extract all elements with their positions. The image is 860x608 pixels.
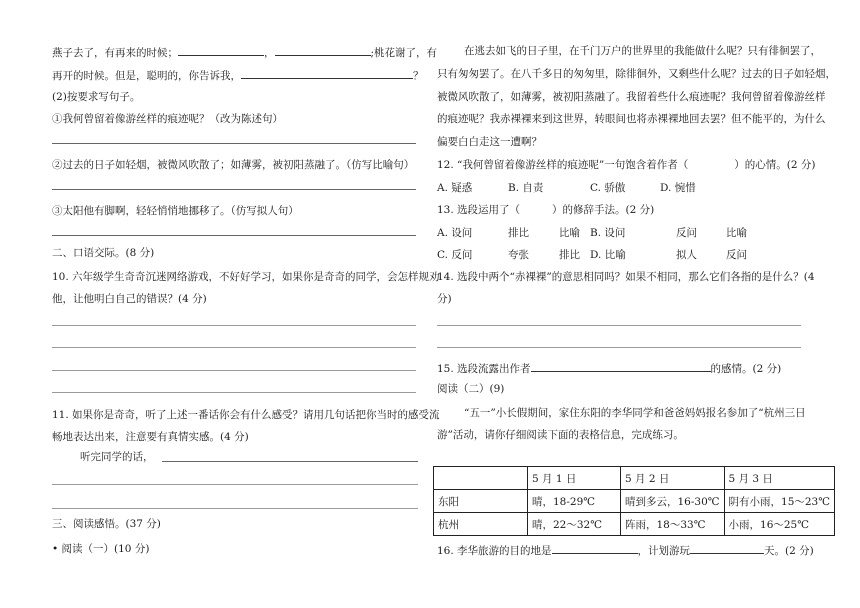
- q2-3-answer-line[interactable]: [52, 235, 416, 236]
- fill-text-c: ;桃花谢了，有: [370, 47, 438, 59]
- q13-option-b-item: 比喻: [726, 227, 747, 239]
- q13-option-c-item: 排比: [559, 249, 580, 261]
- q13-option-d[interactable]: D. 比喻: [590, 249, 626, 261]
- table-cell: 5 月 3 日: [724, 467, 834, 490]
- q16-text-a: 16. 李华旅游的目的地是: [437, 545, 552, 557]
- q16-blank-days[interactable]: [690, 542, 764, 554]
- q2-intro: (2)按要求写句子。: [52, 91, 141, 103]
- fill-text-e: ？: [413, 70, 424, 82]
- intro-line1: “五一”小长假期间，家住东阳的李华同学和爸爸妈妈报名参加了“杭州三日: [464, 407, 806, 419]
- fill-text-b: ，: [264, 47, 275, 59]
- q2-1-answer-line[interactable]: [52, 143, 416, 144]
- q16-text-b: ，计划游玩: [637, 545, 691, 557]
- q11-answer-line[interactable]: [52, 508, 418, 509]
- q11-answer-start: 听完同学的话，: [80, 451, 154, 463]
- q14-answer-line[interactable]: [437, 347, 801, 348]
- passage-line: 偏要白白走这一遭啊？: [437, 136, 542, 148]
- table-cell: 晴到多云，16-30℃: [621, 490, 725, 513]
- passage-line: 只有匆匆罢了。在八千多日的匆匆里，除徘徊外，又剩些什么呢？过去的日子如轻烟，: [437, 68, 836, 80]
- intro-line2: 游”活动，请你仔细阅读下面的表格信息，完成练习。: [437, 429, 684, 441]
- table-cell: 晴，18-29℃: [528, 490, 621, 513]
- table-cell: 阵雨，18～33℃: [621, 513, 725, 536]
- q11-answer-line[interactable]: [52, 484, 418, 485]
- reading-1-heading: • 阅读（一）(10 分): [52, 543, 150, 555]
- fill-text-d: 再开的时候。但是，聪明的，你告诉我，: [52, 70, 241, 82]
- q11-answer-line[interactable]: [162, 461, 418, 462]
- q13-option-c[interactable]: C. 反问: [437, 249, 473, 261]
- q13-option-a-item: 比喻: [559, 227, 580, 239]
- q11-text-line1: 11. 如果你是奇奇，听了上述一番话你会有什么感受？请用几句话把你当时的感受流: [52, 409, 440, 421]
- q12-text-b: ）的心情。(2 分): [734, 159, 816, 171]
- q13-text-b: ）的修辞手法。(2 分): [552, 204, 655, 216]
- q10-answer-line[interactable]: [52, 347, 416, 348]
- passage-line: 在逃去如飞的日子里，在千门万户的世界里的我能做什么呢？只有徘徊罢了，: [464, 45, 821, 57]
- table-cell: [434, 467, 528, 490]
- q12-option[interactable]: B. 自责: [508, 182, 544, 194]
- q15-text-b: 的感情。(2 分): [710, 363, 782, 375]
- fill-blank-sentence: [52, 44, 437, 60]
- q10-answer-line[interactable]: [52, 325, 416, 326]
- q11-text-line2: 畅地表达出来，注意要有真情实感。(4 分): [52, 431, 249, 443]
- q12-text-a: 12. “我何曾留着像游丝样的痕迹呢”一句饱含着作者（: [437, 159, 689, 171]
- q2-2-prompt: ②过去的日子如轻烟，被微风吹散了；如薄雾，被初阳蒸融了。（仿写比喻句）: [52, 159, 415, 171]
- q10-answer-line[interactable]: [52, 370, 416, 371]
- section-3-heading: 三、阅读感悟。(37 分): [52, 518, 161, 530]
- q10-answer-line[interactable]: [52, 392, 416, 393]
- q2-1-prompt: ①我何曾留着像游丝样的痕迹呢？（改为陈述句）: [52, 113, 283, 125]
- weather-table: [433, 466, 835, 536]
- q15-text: [437, 360, 781, 376]
- q15-text-a: 15. 选段流露出作者: [437, 363, 531, 375]
- q13-option-d-item: 拟人: [676, 249, 697, 261]
- q14-answer-line[interactable]: [437, 325, 801, 326]
- q14-text-line1: 14. 选段中两个“赤裸裸”的意思相同吗？如果不相同，那么它们各指的是什么？(4: [437, 271, 815, 283]
- table-cell: 小雨，16～25℃: [724, 513, 834, 536]
- q10-text-line1: 10. 六年级学生奇奇沉迷网络游戏，不好好学习，如果你是奇奇的同学，会怎样规劝: [52, 271, 440, 283]
- q14-text-line2: 分): [437, 293, 452, 305]
- fill-text-a: 燕子去了，有再来的时候；: [52, 47, 178, 59]
- q16-text-c: 天。(2 分): [764, 545, 814, 557]
- q13-text-a: 13. 选段运用了（: [437, 204, 521, 216]
- blank-1[interactable]: [178, 44, 264, 56]
- q13-option-b-item: 反问: [676, 227, 697, 239]
- q2-2-answer-line[interactable]: [52, 189, 416, 190]
- q12-option[interactable]: A. 疑惑: [437, 182, 473, 194]
- table-cell: 5 月 2 日: [621, 467, 725, 490]
- table-cell: 杭州: [434, 513, 528, 536]
- table-cell: 东阳: [434, 490, 528, 513]
- q13-option-c-item: 夸张: [508, 249, 529, 261]
- table-cell: 阴有小雨，15～23℃: [724, 490, 834, 513]
- q16-text: [437, 542, 814, 558]
- blank-3[interactable]: [241, 67, 413, 79]
- q13-option-a-item: 排比: [508, 227, 529, 239]
- table-cell: 5 月 1 日: [528, 467, 621, 490]
- q10-text-line2: 他，让他明白自己的错误？(4 分): [52, 293, 207, 305]
- q13-option-b[interactable]: B. 设问: [590, 227, 626, 239]
- table-row: [434, 490, 835, 513]
- q12-text: [437, 158, 816, 172]
- passage-line: 被微风吹散了，如薄雾，被初阳蒸融了。我留着些什么痕迹呢？我何曾留着像游丝样: [437, 91, 826, 103]
- q12-option[interactable]: C. 骄傲: [590, 182, 626, 194]
- q12-option[interactable]: D. 惋惜: [660, 182, 696, 194]
- reading-2-heading: 阅读（二）(9): [437, 383, 505, 395]
- blank-2[interactable]: [275, 44, 371, 56]
- passage-line: 的痕迹呢？我赤裸裸来到这世界，转眼间也将赤裸裸地回去罢？但不能平的，为什么: [437, 113, 826, 125]
- fill-blank-sentence-cont: [52, 67, 424, 83]
- table-cell: 晴，22～32℃: [528, 513, 621, 536]
- q2-3-prompt: ③太阳他有脚啊，轻轻悄悄地挪移了。（仿写拟人句）: [52, 205, 299, 217]
- q15-answer-blank[interactable]: [531, 360, 711, 372]
- q13-option-a[interactable]: A. 设问: [437, 227, 473, 239]
- table-header-row: [434, 467, 835, 490]
- table-row: [434, 513, 835, 536]
- section-2-heading: 二、口语交际。(8 分): [52, 247, 155, 259]
- q16-blank-destination[interactable]: [552, 542, 638, 554]
- q13-option-d-item: 反问: [726, 249, 747, 261]
- q13-text: [437, 203, 654, 217]
